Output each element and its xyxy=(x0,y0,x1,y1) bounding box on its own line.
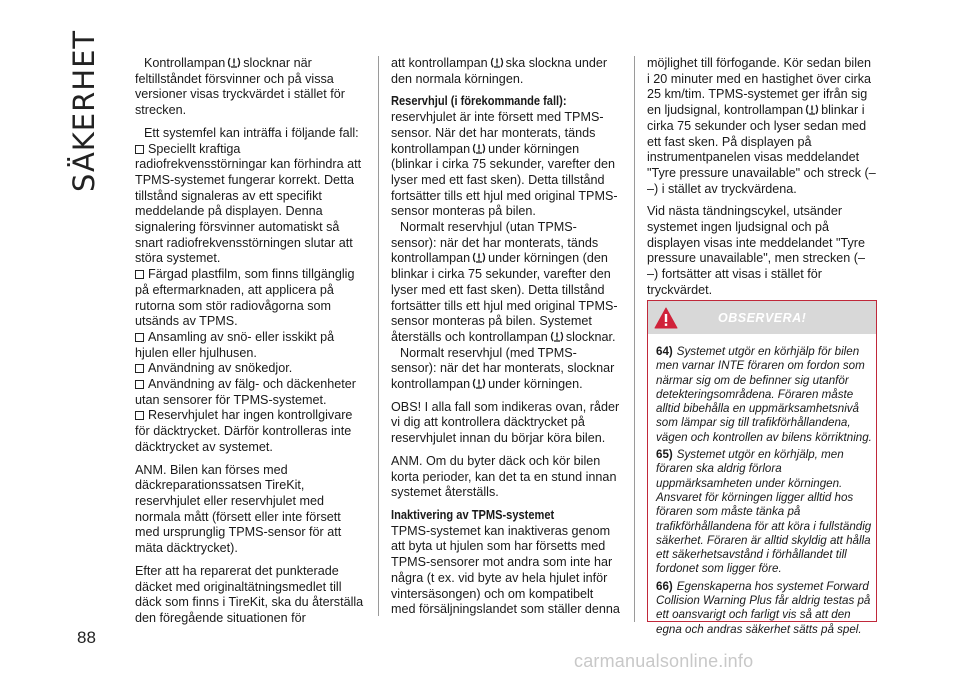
paragraph: OBS! I alla fall som indikeras ovan, råder vi dig att kontrollera däcktrycket på reservhjulet innan du börjar köra bilen. xyxy=(391,399,620,446)
warning-box xyxy=(647,300,877,636)
bullet-icon xyxy=(135,333,144,342)
column-3 xyxy=(647,56,877,306)
list-item xyxy=(135,267,365,330)
tpms-warning-icon xyxy=(472,377,486,391)
tpms-warning-icon xyxy=(227,56,241,70)
bullet-icon xyxy=(135,364,144,373)
list-item xyxy=(135,408,365,455)
list-item xyxy=(135,361,365,377)
text: Användning av fälg- och däckenheter utan sensorer för TPMS-systemet. xyxy=(135,377,356,407)
column-divider xyxy=(378,56,379,616)
paragraph xyxy=(391,346,621,393)
text: Reservhjulet har ingen kontrollgivare för däcktrycket. Därför kontrolleras inte däcktrycket av systemet. xyxy=(135,408,353,454)
paragraph: Ett systemfel kan inträffa i följande fall: xyxy=(144,125,359,140)
list-item xyxy=(135,330,365,361)
item-text: Systemet utgör en körhjälp, men föraren ska aldrig förlora uppmärksamheten under körningen. Ansvaret för körningen ligger alltid hos föraren som måste tänka på trafikförhållandena för att köra i fullständig säkerhet. Föraren är alltid skyldig att hålla ett säkerhetsavstånd i förhållandet till fordonet som ligger före. xyxy=(656,448,872,576)
tpms-warning-icon xyxy=(550,330,564,344)
text: Speciellt kraftiga radiofrekvensstörningar kan förhindra att TPMS-systemet fungerar korrekt. Detta tillstånd signaleras av ett specifikt meddelande på displayen. Denna signalering försvinner automatiskt så snart radiofrekvensstörningen slutar att störa systemet. xyxy=(135,141,362,266)
text: under körningen. xyxy=(488,377,583,392)
text: Färgad plastfilm, som finns tillgänglig på eftermarknaden, att applicera på rutorna som stör radiovågorna som utsänds av TPMS. xyxy=(135,267,355,329)
text: Normalt reservhjul (med TPMS-sensor): när det har monterats, slocknar kontrollampan xyxy=(391,345,615,392)
paragraph xyxy=(135,56,365,119)
text: Kontrollampan xyxy=(144,56,226,70)
paragraph: ANM. Bilen kan förses med däckreparationssatsen TireKit, reservhjulet eller reservhjulet med normala mått (försett eller inte försett med ursprunglig TPMS-sensor för att mäta däcktrycket). xyxy=(135,462,342,556)
tpms-warning-icon xyxy=(472,251,486,265)
warning-title: OBSERVERA! xyxy=(718,311,807,325)
tpms-warning-icon xyxy=(490,56,504,70)
paragraph xyxy=(391,110,621,220)
item-text: Systemet utgör en körhjälp för bilen men varnar INTE föraren om fordon som närmar sig om de befinner sig utanför detekteringsområdena. Föraren måste alltid bibehålla en uppmärksamhetsnivå som lämpar sig till trafikförhållandena, vägen och kontrollen av bilens körriktning. xyxy=(656,345,872,444)
warning-item xyxy=(656,580,872,637)
paragraph: Efter att ha reparerat det punkterade däcket med originaltätningsmedlet till däck som finns i TireKit, ska du återställa den föregående situationen för xyxy=(135,563,364,625)
text: slocknar när feltillståndet försvinner och på vissa versioner visas tryckvärdet i stället för strecken. xyxy=(135,56,345,118)
list-item xyxy=(135,142,365,268)
item-number: 64) xyxy=(656,345,673,358)
subheading: Inaktivering av TPMS-systemet xyxy=(391,507,555,522)
column-divider xyxy=(634,56,635,622)
section-title: SÄKERHET xyxy=(67,29,101,192)
item-number: 65) xyxy=(656,448,673,462)
bullet-icon xyxy=(135,411,144,420)
paragraph: Vid nästa tändningscykel, utsänder systemet ingen ljudsignal och på displayen visas inte meddelandet "Tyre pressure unavailable", men strecken (– –) fortsätter att visas i stället för tryckvärdet. xyxy=(647,204,865,297)
paragraph xyxy=(391,56,621,87)
paragraph: TPMS-systemet kan inaktiveras genom att byta ut hjulen som har försetts med TPMS-sensorer mot andra som inte har några (t ex. vid byte av hela hjulet inför vintersäsongen) och om kompatibelt med försäljningslandet som ställer denna xyxy=(391,523,620,617)
text: ska slockna under den normala körningen. xyxy=(391,56,608,86)
warning-body xyxy=(656,345,872,640)
bullet-icon xyxy=(135,145,144,154)
text: reservhjulet är inte försett med TPMS-sensor. När det har monterats, tänds kontrollampan xyxy=(391,110,604,156)
warning-header xyxy=(648,301,876,334)
paragraph xyxy=(391,220,621,346)
warning-item xyxy=(656,448,872,577)
column-2 xyxy=(391,56,621,625)
text: slocknar. xyxy=(565,329,616,344)
text: Normalt reservhjul (utan TPMS-sensor): när det har monterats, tänds kontrollampan xyxy=(391,220,599,266)
list-item xyxy=(135,377,365,408)
text: under körningen (den blinkar i cirka 75 sekunder, varefter den lyser med ett fast sken). Detta tillstånd fortsätter tills ett hjul med original TPMS-sensor monteras på bilen. Systemet återställs och kontrollampan xyxy=(391,251,618,344)
warning-item xyxy=(656,345,872,445)
text: Ansamling av snö- eller isskikt på hjulen eller hjulhusen. xyxy=(135,329,335,360)
tpms-warning-icon xyxy=(472,142,486,156)
item-text: Egenskaperna hos systemet Forward Collision Warning Plus får aldrig testas på ett oansvarigt och farligt vis så att den egna och andras säkerhet sätts på spel. xyxy=(656,579,871,636)
bullet-icon xyxy=(135,380,144,389)
text: möjlighet till förfogande. Kör sedan bilen i 20 minuter med en hastighet över cirka 25 km/tim. TPMS-systemet ger ifrån sig en ljudsignal, kontrollampan xyxy=(647,56,872,118)
tpms-warning-icon xyxy=(805,103,819,117)
item-number: 66) xyxy=(656,579,673,593)
text: under körningen (blinkar i cirka 75 sekunder, varefter den lyser med ett fast sken). Detta tillstånd fortsätter tills ett hjul med original TPMS-sensor monteras på bilen. xyxy=(391,141,618,219)
warning-triangle-icon xyxy=(654,307,678,329)
paragraph xyxy=(647,56,877,197)
text: att kontrollampan xyxy=(391,56,488,70)
paragraph: ANM. Om du byter däck och kör bilen korta perioder, kan det ta en stund innan systemet återställs. xyxy=(391,453,617,500)
watermark: carmanualsonline.info xyxy=(574,651,754,671)
subheading: Reservhjul (i förekommande fall): xyxy=(391,94,567,109)
page-number: 88 xyxy=(77,628,96,647)
bullet-icon xyxy=(135,270,144,279)
text: blinkar i cirka 75 sekunder och lyser sedan med ett fast sken. På displayen på instrumentpanelen visas meddelandet "Tyre pressure unavailable" och streck (– –) i stället av tryckvärdena. xyxy=(647,103,876,196)
text: Användning av snökedjor. xyxy=(148,361,293,376)
column-1 xyxy=(135,56,365,634)
